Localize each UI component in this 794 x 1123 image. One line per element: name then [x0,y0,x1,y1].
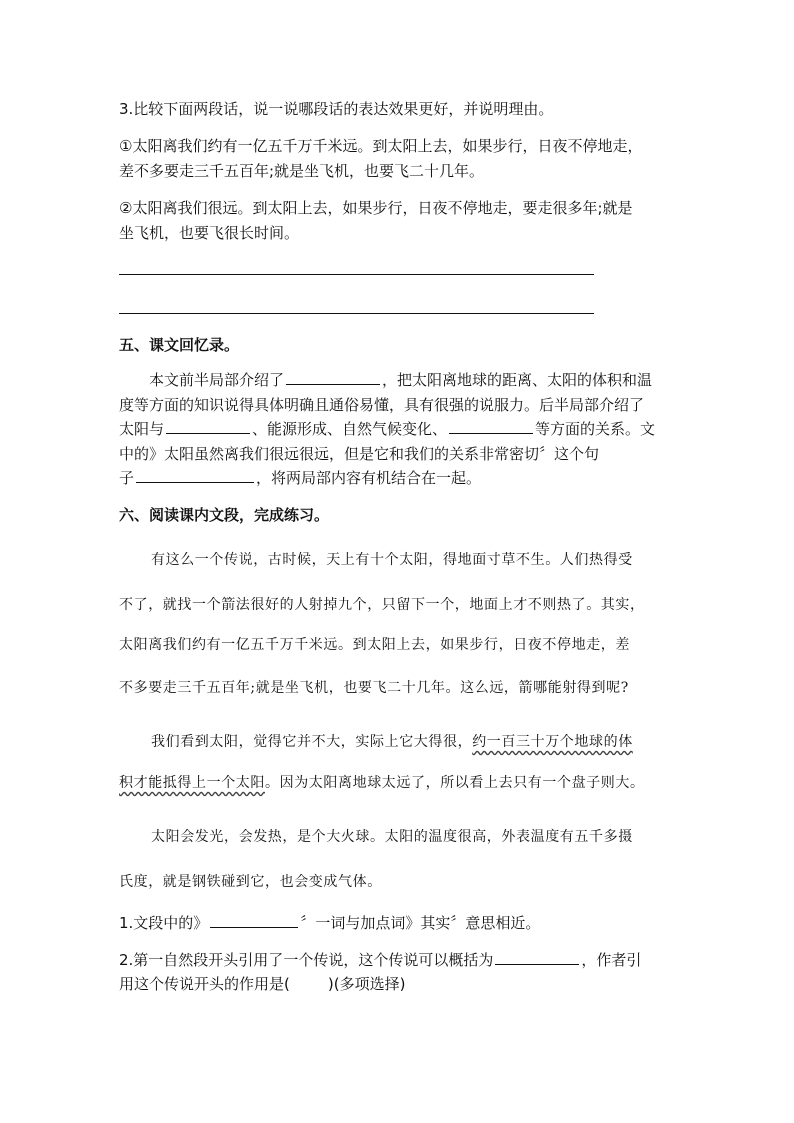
question-text: )(多项选择) [327,975,406,993]
section5-text: 等方面的关系。文 [535,420,656,438]
question-text: ，作者引 [581,951,642,969]
reading-line-7: 太阳会发光，会发热，是个大火球。太阳的温度很高，外表温度有五千多摄 [151,829,633,845]
answer-line-2[interactable] [119,313,594,314]
q3-passage1-line2: 差不多要走三千五百年;就是坐飞机，也要飞二十几年。 [119,162,485,180]
reading-line-6 [119,772,645,794]
reading-text: 。因为太阳离地球太远了，所以看上去只有一个盘子则大。 [265,775,645,791]
section5-text: 本文前半局部介绍了 [149,371,285,389]
fill-blank-4[interactable] [136,467,254,483]
q3-passage1-line1: ①太阳离我们约有一亿五千万千米远。到太阳上去，如果步行，日夜不停地走， [119,137,643,155]
question-text: 〞一词与加点词》其实〞意思相近。 [300,914,541,932]
reading-line-8: 氏度，就是钢铁碰到它，也会变成气体。 [119,874,382,890]
section5-text: ，将两局部内容有机结合在一起。 [256,469,482,487]
q3-prompt: 3.比较下面两段话，说一说哪段话的表达效果更好，并说明理由。 [119,100,554,118]
reading-line-2: 不了，就找一个箭法很好的人射掉九个，只留下一个，地面上才不则热了。其实， [119,597,645,613]
q3-passage2-line1: ②太阳离我们很远。到太阳上去，如果步行，日夜不停地走，要走很多年;就是 [119,199,633,217]
reading-line-5 [151,731,633,753]
fill-blank-1[interactable] [286,369,380,385]
section5-text: 子 [119,469,135,487]
section5-line4: 中的》太阳虽然离我们很远很远，但是它和我们的关系非常密切〞这个句 [119,445,600,463]
wavy-underlined-text: 积才能抵得上一个太阳 [119,775,265,791]
section5-line2: 度等方面的知识说得具体明确且通俗易懂，具有很强的说服力。后半局部介绍了 [119,396,645,414]
question-1 [119,912,540,934]
reading-line-3: 太阳离我们约有一亿五千万千米远。到太阳上去，如果步行，日夜不停地走，差 [119,637,630,653]
section5-line5 [119,467,481,489]
fill-blank-2[interactable] [166,418,250,434]
question-text: 2.第一自然段开头引用了一个传说，这个传说可以概括为 [119,951,494,969]
wavy-underlined-text: 约一百三十万个地球的体 [472,734,633,750]
section5-line3 [119,418,655,440]
reading-line-4: 不多要走三千五百年;就是坐飞机，也要飞二十几年。这么远，箭哪能射得到呢? [119,680,629,696]
section5-text: 太阳与 [119,420,165,438]
reading-line-1: 有这么一个传说，古时候，天上有十个太阳，得地面寸草不生。人们热得受 [151,552,633,568]
question-2-line1 [119,949,641,971]
reading-text: 我们看到太阳，觉得它并不大，实际上它大得很， [151,734,473,750]
fill-blank-5[interactable] [210,912,298,928]
section5-line1 [149,369,652,391]
question-text: 用这个传说开头的作用是( [119,975,290,993]
question-text: 1.文段中的》 [119,914,209,932]
question-2-line2 [119,973,405,995]
section6-title: 六、阅读课内文段，完成练习。 [119,506,330,524]
answer-line-1[interactable] [119,274,594,275]
q3-passage2-line2: 坐飞机，也要飞很长时间。 [119,224,300,242]
section5-text: 、能源形成、自然气候变化、 [252,420,448,438]
section5-text: ，把太阳离地球的距离、太阳的体积和温 [382,371,653,389]
fill-blank-3[interactable] [449,418,533,434]
fill-blank-6[interactable] [495,949,579,965]
section5-title: 五、课文回忆录。 [119,336,240,354]
